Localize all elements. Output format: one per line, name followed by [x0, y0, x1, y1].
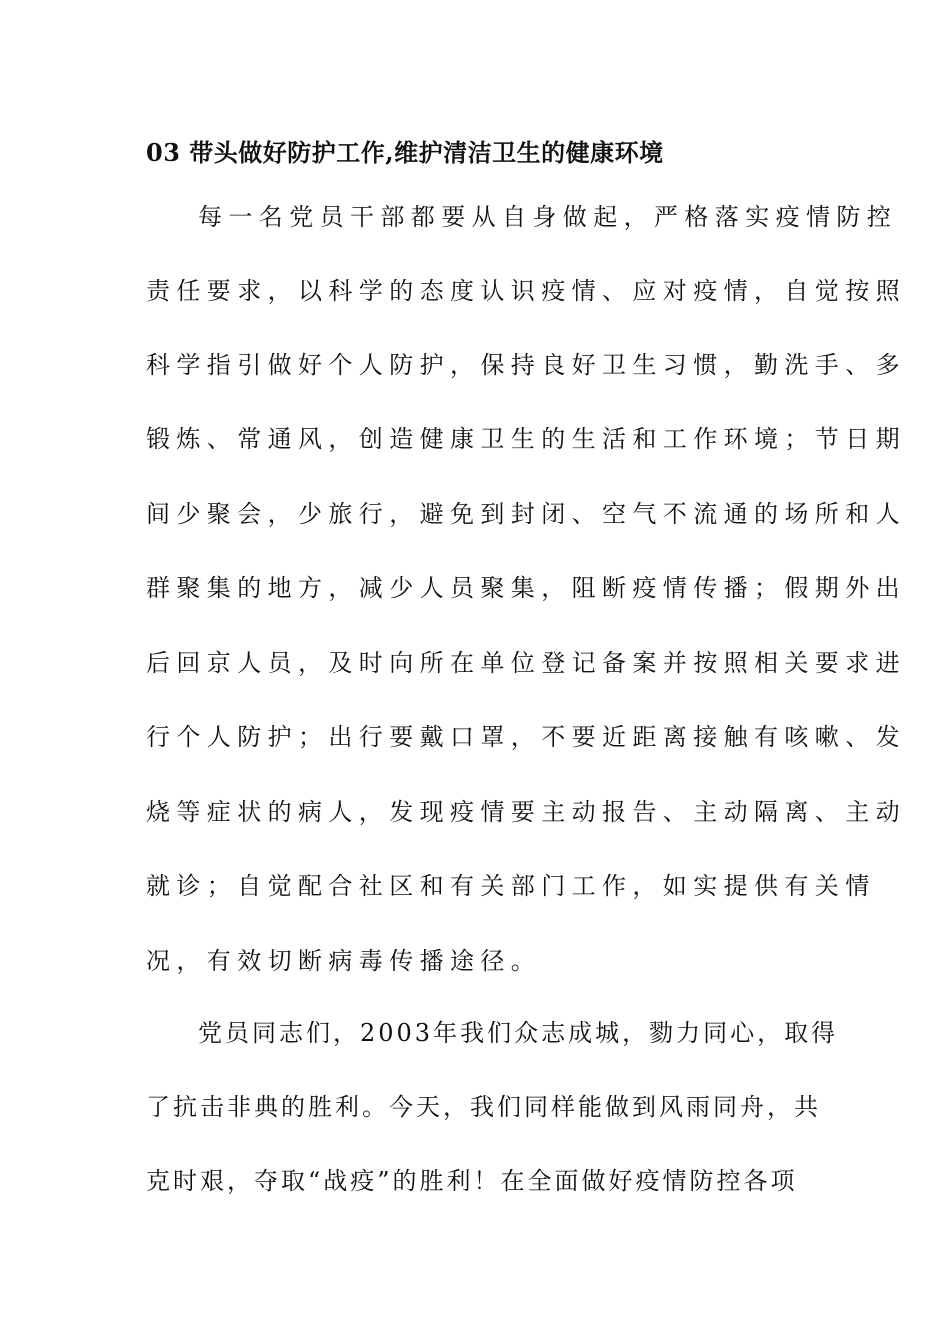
- paragraph-2-line-3: 克时艰，夺取“战疫”的胜利！在全面做好疫情防控各项: [146, 1167, 798, 1195]
- section-heading: 03 带头做好防护工作,维护清洁卫生的健康环境: [146, 138, 664, 167]
- paragraph-2-line-1: 党员同志们，2003年我们众志成城，勠力同心，取得: [198, 1019, 839, 1047]
- paragraph-1-line-11: 况，有效切断病毒传播途径。: [146, 947, 542, 975]
- paragraph-1-line-3: 科学指引做好个人防护，保持良好卫生习惯，勤洗手、多: [146, 351, 906, 379]
- paragraph-1-line-6: 群聚集的地方，减少人员聚集，阻断疫情传播；假期外出: [146, 574, 906, 602]
- paragraph-2-line-2: 了抗击非典的胜利。今天，我们同样能做到风雨同舟，共: [146, 1093, 821, 1121]
- paragraph-1-line-9: 烧等症状的病人，发现疫情要主动报告、主动隔离、主动: [146, 798, 906, 826]
- paragraph-1-line-2: 责任要求，以科学的态度认识疫情、应对疫情，自觉按照: [146, 277, 906, 305]
- paragraph-1-line-10: 就诊；自觉配合社区和有关部门工作，如实提供有关情: [146, 872, 876, 900]
- paragraph-1-line-7: 后回京人员，及时向所在单位登记备案并按照相关要求进: [146, 649, 906, 677]
- paragraph-1-line-5: 间少聚会，少旅行，避免到封闭、空气不流通的场所和人: [146, 500, 906, 528]
- paragraph-1-line-8: 行个人防护；出行要戴口罩，不要近距离接触有咳嗽、发: [146, 723, 906, 751]
- paragraph-1-line-4: 锻炼、常通风，创造健康卫生的生活和工作环境；节日期: [146, 425, 906, 453]
- paragraph-1-line-1: 每一名党员干部都要从自身做起，严格落实疫情防控: [198, 203, 898, 231]
